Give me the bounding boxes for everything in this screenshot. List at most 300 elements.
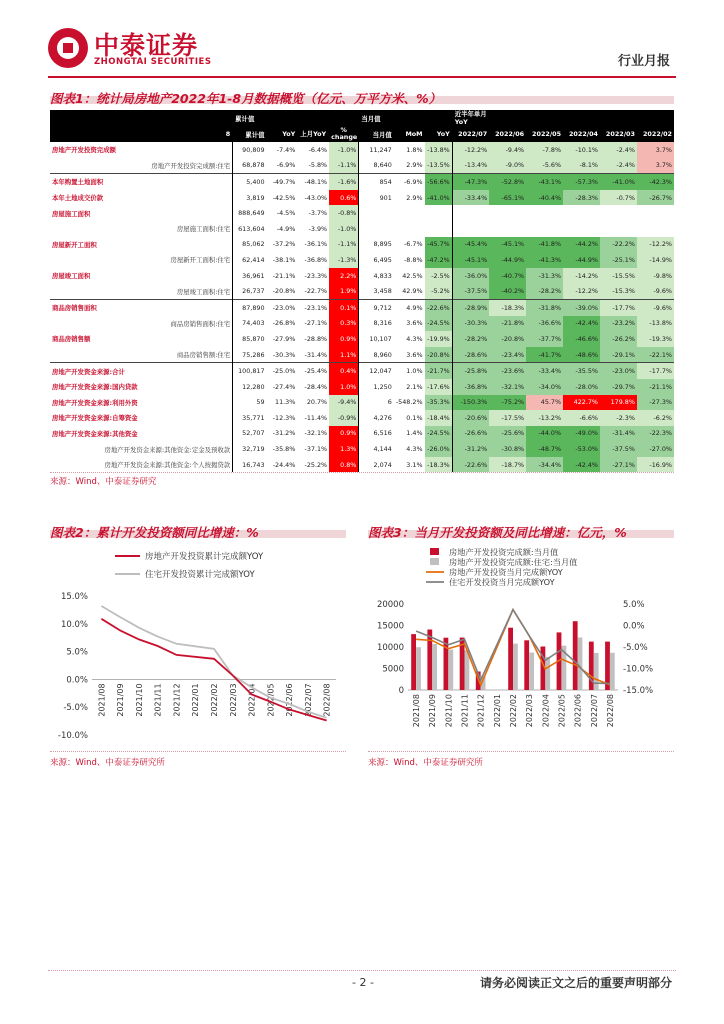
table-cell: 5,400	[233, 174, 267, 190]
table-cell: -12.2%	[563, 283, 600, 299]
x-tick-label: 2022/06	[285, 683, 295, 717]
table-cell: -1.3%	[329, 252, 359, 268]
table-cell: -10.1%	[563, 142, 600, 158]
group-header-cum: 累计值	[233, 110, 267, 126]
row-label: 房屋竣工面积	[52, 272, 91, 281]
x-tick-label: 2022/03	[228, 683, 238, 717]
table-cell: -22.1%	[637, 347, 674, 363]
footer-divider	[48, 970, 676, 971]
table-cell: -2.3%	[600, 410, 637, 426]
group-header-recent: 近半年单月YoY	[452, 110, 489, 126]
table-row	[50, 190, 674, 206]
table-cell: -48.6%	[563, 347, 600, 363]
legend-label: 房地产开发投资累计完成额YOY	[145, 552, 264, 562]
table-cell: -17.6%	[425, 379, 453, 395]
table-cell	[425, 221, 453, 237]
logo-mark-icon	[48, 28, 88, 68]
table-cell: 100,817	[233, 363, 267, 379]
row-label: 房地产开发资金来源:利用外资	[52, 398, 138, 407]
table-cell	[489, 205, 526, 221]
row-label: 房屋竣工面积:住宅	[176, 287, 231, 296]
table-cell: -18.7%	[489, 457, 526, 473]
legend-label: 房地产开发投资完成额:当月值	[449, 547, 559, 557]
table-cell	[489, 221, 526, 237]
table-cell	[637, 221, 674, 237]
table-cell: 42.5%	[402, 271, 423, 280]
table-cell: -37.1%	[304, 445, 328, 454]
table-row	[50, 205, 674, 221]
table-cell: 901	[359, 190, 394, 206]
table-row	[50, 457, 674, 473]
table-row	[50, 221, 674, 237]
table-row	[50, 426, 674, 442]
table-cell	[600, 205, 637, 221]
table-cell: -29.1%	[600, 347, 637, 363]
table-cell: -36.0%	[452, 268, 489, 284]
table-cell	[563, 221, 600, 237]
y2-tick-label: 0.0%	[623, 621, 645, 632]
table-cell: 10,107	[359, 331, 394, 347]
row-label: 房地产开发资金来源:合计	[50, 363, 233, 379]
table-cell: -12.2%	[452, 142, 489, 158]
x-tick-label: 2022/01	[191, 683, 201, 717]
table-cell: -45.7%	[425, 237, 453, 253]
sub-header-cell: 2022/06	[489, 126, 526, 142]
table-cell: -40.4%	[526, 190, 563, 206]
table-cell: -49.0%	[563, 426, 600, 442]
table-cell: -9.4%	[489, 142, 526, 158]
table-cell: -41.8%	[526, 237, 563, 253]
table-cell: -14.2%	[563, 268, 600, 284]
table-cell: -21.1%	[272, 271, 296, 280]
table-cell	[394, 205, 425, 221]
table-cell: -5.6%	[526, 158, 563, 174]
x-tick-label: 2022/01	[492, 694, 502, 728]
legend-label: 房地产开发投资当月完成额YOY	[449, 567, 563, 577]
y-tick-label: 15.0%	[60, 592, 88, 602]
fig3-divider	[368, 751, 674, 752]
table-cell: -13.5%	[425, 158, 453, 174]
x-tick-label: 2022/02	[509, 694, 518, 728]
fig2-title: 图表2：累计开发投资额同比增速：%	[50, 525, 259, 540]
table-cell: 4.3%	[406, 445, 423, 454]
table-cell: -19.9%	[425, 331, 453, 347]
x-tick-label: 2022/05	[266, 683, 276, 717]
x-tick-label: 2022/07	[589, 694, 599, 728]
sub-header-cell: MoM	[394, 126, 425, 142]
row-label: 房地产开发资金来源:自筹资金	[52, 414, 138, 423]
x-tick-label: 2022/04	[541, 694, 551, 728]
y-tick-label: 5.0%	[66, 647, 88, 658]
table-cell: -12.2%	[637, 237, 674, 253]
table-cell: 3.6%	[406, 319, 423, 328]
table-cell: 35,771	[233, 410, 267, 426]
table-cell: -75.2%	[489, 395, 526, 411]
table-cell: -30.8%	[489, 441, 526, 457]
table-cell: -28.9%	[452, 299, 489, 315]
table-cell: -13.2%	[526, 410, 563, 426]
table-cell: -65.1%	[489, 190, 526, 206]
table-cell: -23.3%	[304, 271, 328, 280]
table-cell	[526, 205, 563, 221]
bar	[573, 621, 578, 690]
table-cell: -47.3%	[452, 174, 489, 190]
table-cell: -9.8%	[637, 268, 674, 284]
row-label: 房地产开发资金来源:国内贷款	[52, 383, 138, 392]
table-cell: -23.1%	[297, 299, 329, 315]
x-tick-label: 2021/10	[134, 683, 144, 717]
row-label: 商品房销售面积:住宅	[170, 319, 231, 328]
table-group-header-row	[50, 110, 674, 126]
table-cell: 4,144	[359, 441, 394, 457]
table-cell: -42.5%	[272, 193, 296, 202]
table-cell: -9.6%	[637, 299, 674, 315]
table-cell: 87,890	[233, 299, 267, 315]
table-row	[50, 395, 674, 411]
table-cell: 8,960	[359, 347, 394, 363]
table-cell: 8,640	[359, 158, 394, 174]
table-cell: -25.2%	[304, 460, 328, 469]
table-cell	[637, 205, 674, 221]
table-cell: 3.1%	[406, 460, 423, 469]
table-cell: 1.0%	[329, 379, 359, 395]
table-cell: -548.2%	[395, 398, 423, 407]
row-label: 房屋新开工面积:住宅	[170, 256, 231, 265]
table-cell: -1.1%	[329, 237, 359, 253]
table-row	[50, 158, 674, 174]
table-cell: -45.1%	[489, 237, 526, 253]
y-tick-label: 5000	[382, 664, 404, 675]
bar	[508, 628, 513, 690]
table-row	[50, 283, 674, 299]
x-tick-label: 2022/07	[303, 683, 313, 717]
table-cell: -23.0%	[600, 363, 637, 379]
group-header-month: 当月值	[359, 110, 394, 126]
table-cell: -6.7%	[404, 240, 423, 249]
fig3-title: 图表3：当月开发投资额及同比增速：亿元，%	[368, 525, 627, 540]
table-cell: 613,604	[233, 221, 267, 237]
table-cell: -47.2%	[425, 252, 453, 268]
table-cell: -25.6%	[489, 426, 526, 442]
table-cell: 42.9%	[402, 287, 423, 296]
table-cell: 4,833	[359, 268, 394, 284]
table-cell: -31.8%	[526, 299, 563, 315]
legend-label: 房地产开发投资完成额:住宅:当月值	[449, 557, 578, 567]
table-cell: 2.9%	[406, 193, 423, 202]
table-cell: -21.1%	[637, 379, 674, 395]
sub-header-cell: 2022/03	[600, 126, 637, 142]
table-cell: -41.3%	[526, 252, 563, 268]
table-cell: -25.1%	[600, 252, 637, 268]
table-cell: 0.1%	[406, 413, 423, 422]
table-cell: -42.4%	[563, 316, 600, 332]
table-cell: -40.7%	[489, 268, 526, 284]
row-label: 房地产开发资金来源:其他资金	[52, 429, 138, 438]
table-cell: 2.9%	[406, 161, 423, 170]
table-cell: -26.2%	[600, 331, 637, 347]
table-cell: -6.4%	[308, 145, 328, 154]
table-cell: -45.4%	[452, 237, 489, 253]
table-cell: 179.8%	[600, 395, 637, 411]
table-cell: 11,247	[359, 142, 394, 158]
table-cell: -150.3%	[452, 395, 489, 411]
table-cell: 0.4%	[329, 363, 359, 379]
legend-swatch	[430, 548, 439, 555]
table-cell: -53.0%	[563, 441, 600, 457]
table-cell	[359, 205, 394, 221]
table-cell: -5.8%	[308, 161, 328, 170]
table-cell: 888,649	[233, 205, 267, 221]
table-row	[50, 441, 674, 457]
row-label: 商品房销售额	[52, 335, 91, 344]
page-number: - 2 -	[352, 976, 374, 989]
table-cell: 20.7%	[306, 398, 328, 407]
table-cell: -1.0%	[329, 142, 359, 158]
table-row	[50, 363, 674, 379]
table-cell: 3,458	[359, 283, 394, 299]
table-cell: -22.2%	[600, 237, 637, 253]
table-cell: -2.4%	[600, 142, 637, 158]
legend-label: 住宅开发投资当月完成额YOY	[449, 577, 555, 587]
table-cell: 0.9%	[329, 426, 359, 442]
x-tick-label: 2022/04	[247, 683, 257, 717]
table-cell: 1.8%	[406, 145, 423, 154]
table-cell: -56.6%	[425, 174, 453, 190]
table-cell: 74,403	[233, 316, 267, 332]
table-cell: 2.2%	[329, 268, 359, 284]
table-cell: -23.4%	[489, 347, 526, 363]
row-label: 房地产开发资金来源:其他资金:个人按揭贷款	[104, 461, 231, 470]
fig2-divider	[50, 751, 346, 752]
table-cell: 2,074	[359, 457, 394, 473]
table-cell: -25.4%	[297, 363, 329, 379]
table-cell: 68,878	[233, 158, 267, 174]
table-cell: -44.9%	[489, 252, 526, 268]
table-cell: -41.7%	[526, 347, 563, 363]
y-tick-label: 0	[398, 686, 404, 696]
sub-header-cell: 上月YoY	[297, 126, 329, 142]
table-cell: 1.9%	[329, 283, 359, 299]
row-label: 商品房销售额:住宅	[176, 351, 231, 360]
table-cell: -22.6%	[452, 457, 489, 473]
table-cell: -0.8%	[329, 205, 359, 221]
table-cell: -6.6%	[563, 410, 600, 426]
table-cell: -40.2%	[489, 283, 526, 299]
fig2-chart	[50, 542, 350, 750]
sub-header-cell: 2022/07	[452, 126, 489, 142]
table-cell: -34.4%	[526, 457, 563, 473]
x-tick-label: 2022/06	[573, 694, 583, 728]
table-cell	[526, 221, 563, 237]
table-cell: -37.7%	[526, 331, 563, 347]
table-cell: -44.0%	[526, 426, 563, 442]
table-cell: -26.8%	[272, 319, 296, 328]
table-cell: -44.2%	[563, 237, 600, 253]
table-cell: -23.6%	[489, 363, 526, 379]
x-tick-label: 2022/05	[557, 694, 567, 728]
y2-tick-label: -10.0%	[623, 664, 654, 675]
table-cell: -31.2%	[452, 441, 489, 457]
table-cell: -7.8%	[526, 142, 563, 158]
table-cell: 1.0%	[394, 363, 425, 379]
table-cell: 8,316	[359, 316, 394, 332]
x-tick-label: 2022/02	[210, 683, 219, 717]
table-cell	[452, 205, 489, 221]
table-cell: -38.1%	[272, 255, 296, 264]
table-cell: 32,719	[233, 441, 267, 457]
row-label: 房地产开发资金来源:其他资金:定金及预收款	[104, 445, 231, 454]
table-cell: -12.3%	[272, 413, 296, 422]
row-label: 商品房销售面积	[50, 299, 233, 315]
table-cell: 4,276	[359, 410, 394, 426]
fig1-source: 来源：Wind、中泰证券研究	[50, 477, 157, 487]
row-label: 本年购置土地面积	[50, 174, 233, 190]
bar	[416, 647, 421, 690]
table-cell: -27.9%	[272, 334, 296, 343]
table-cell: -13.4%	[452, 158, 489, 174]
table-cell: -7.4%	[276, 145, 296, 154]
table-cell: -21.7%	[425, 363, 453, 379]
table-cell: -37.2%	[272, 240, 296, 249]
table-row	[50, 252, 674, 268]
y2-tick-label: -5.0%	[623, 643, 648, 653]
table-cell: -43.0%	[304, 193, 328, 202]
table-cell: 16,743	[233, 457, 267, 473]
table-cell: -57.3%	[563, 174, 600, 190]
fig2-source: 来源：Wind、中泰证券研究所	[50, 758, 165, 768]
table-cell	[394, 221, 425, 237]
x-tick-label: 2021/12	[476, 694, 486, 728]
table-cell: 3.6%	[406, 350, 423, 359]
table-cell: -27.0%	[637, 441, 674, 457]
table-cell: -26.6%	[452, 426, 489, 442]
table-cell: -18.3%	[425, 457, 453, 473]
x-tick-label: 2021/12	[172, 683, 182, 717]
table-cell: -39.0%	[563, 299, 600, 315]
bar	[513, 644, 518, 690]
table-cell: 36,961	[233, 268, 267, 284]
table-cell: -1.6%	[329, 174, 359, 190]
table-row	[50, 331, 674, 347]
table-cell: -21.8%	[489, 316, 526, 332]
table-cell: -35.5%	[563, 363, 600, 379]
table-cell: 45.7%	[526, 395, 563, 411]
table-cell: 26,737	[233, 283, 267, 299]
table-cell: -25.8%	[452, 363, 489, 379]
x-tick-label: 2021/10	[444, 694, 454, 728]
table-cell: 0.3%	[329, 316, 359, 332]
x-tick-label: 2022/08	[322, 683, 332, 717]
table-cell: -28.2%	[526, 283, 563, 299]
company-logo	[48, 26, 228, 72]
x-tick-label: 2021/11	[460, 694, 470, 728]
table-row	[50, 299, 674, 315]
bar	[427, 630, 432, 691]
table-cell: -0.9%	[329, 410, 359, 426]
x-tick-label: 2021/08	[412, 694, 422, 728]
table-row	[50, 174, 674, 190]
table-row	[50, 268, 674, 284]
table-cell: -24.4%	[272, 460, 296, 469]
table-cell: -31.4%	[304, 350, 328, 359]
fig1-title: 图表1：统计局房地产2022年1-8月数据概览（亿元、万平方米、%）	[50, 91, 442, 106]
table-cell: 3.7%	[637, 142, 674, 158]
table-cell: -27.4%	[272, 382, 296, 391]
table-cell: -4.9%	[276, 224, 296, 233]
table-cell: -9.0%	[489, 158, 526, 174]
table-cell: -18.3%	[489, 299, 526, 315]
table-cell: -41.0%	[600, 174, 637, 190]
table-cell: 4.3%	[406, 334, 423, 343]
table-cell: -32.1%	[304, 429, 328, 438]
sub-header-cell: 8	[50, 126, 233, 142]
table-row	[50, 410, 674, 426]
table-cell: -48.7%	[526, 441, 563, 457]
table-cell: 0.1%	[329, 299, 359, 315]
row-label: 房地产开发投资完成额	[52, 146, 116, 155]
x-tick-label: 2021/09	[116, 683, 126, 717]
row-label: 本年土地成交价款	[52, 194, 104, 203]
table-cell: -13.8%	[425, 142, 453, 158]
table-cell: 90,809	[233, 142, 267, 158]
table-cell: 59	[233, 395, 267, 411]
table-cell: -17.7%	[637, 363, 674, 379]
table-cell: -1.0%	[329, 221, 359, 237]
x-tick-label: 2021/08	[97, 683, 107, 717]
y-tick-label: 20000	[376, 600, 404, 610]
table-cell: -14.9%	[637, 252, 674, 268]
row-label: 房屋施工面积	[52, 209, 91, 218]
table-cell	[359, 221, 394, 237]
table-row	[50, 237, 674, 253]
table-cell: -37.5%	[452, 283, 489, 299]
table-cell: 0.8%	[329, 457, 359, 473]
table-cell: -2.4%	[600, 158, 637, 174]
table-cell: -2.5%	[425, 268, 453, 284]
table-cell: -36.6%	[526, 316, 563, 332]
table-cell	[600, 221, 637, 237]
table-cell: 3,819	[233, 190, 267, 206]
table-cell: -6.9%	[394, 174, 425, 190]
table-cell	[452, 221, 489, 237]
table-cell: -3.9%	[308, 224, 328, 233]
fig3-chart	[368, 542, 674, 750]
table-cell: -30.3%	[452, 316, 489, 332]
table-cell: -22.3%	[637, 426, 674, 442]
y-tick-label: 0.0%	[66, 675, 88, 686]
table-cell: 85,062	[233, 237, 267, 253]
table-cell: 1.4%	[406, 429, 423, 438]
bar	[448, 650, 453, 690]
table-cell: -28.2%	[452, 331, 489, 347]
table-cell: -22.7%	[304, 287, 328, 296]
table-cell: 8,895	[359, 237, 394, 253]
table-cell: -6.2%	[637, 410, 674, 426]
table-cell: 0.6%	[329, 190, 359, 206]
table-cell: -23.2%	[600, 316, 637, 332]
table-cell: -34.0%	[526, 379, 563, 395]
x-tick-label: 2022/03	[525, 694, 535, 728]
table-cell: 12,047	[359, 363, 394, 379]
bar	[578, 638, 583, 691]
logo-text-cn: 中泰证券	[94, 31, 199, 60]
table-cell: -15.5%	[600, 268, 637, 284]
table-cell: 9,712	[359, 299, 394, 315]
table-cell: -36.8%	[452, 379, 489, 395]
y2-tick-label: -15.0%	[623, 686, 654, 696]
table-cell: -46.6%	[563, 331, 600, 347]
table-cell: -45.1%	[452, 252, 489, 268]
